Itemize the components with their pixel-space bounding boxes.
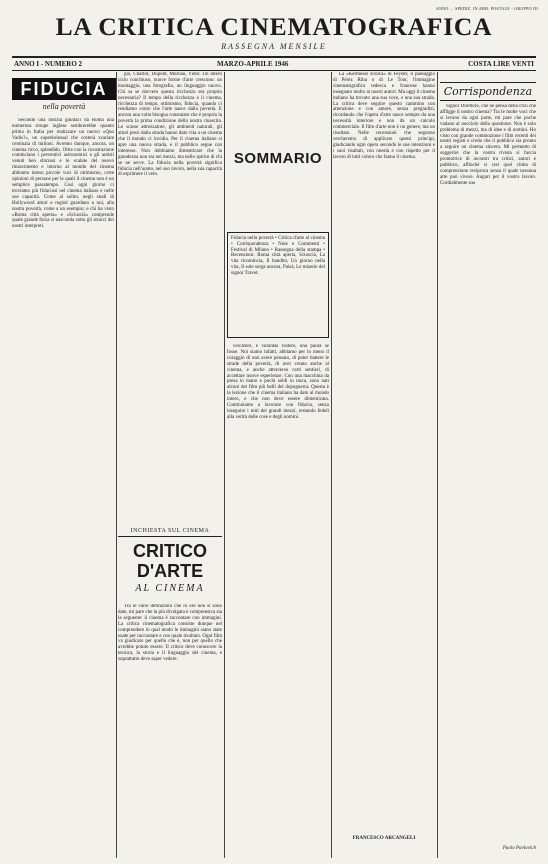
article-column-2 bbox=[118, 72, 222, 520]
corrispondenza-heading bbox=[440, 82, 536, 101]
critica-kicker: INCHIESTA SUL CINEMA bbox=[118, 528, 222, 537]
article-column-4 bbox=[333, 72, 435, 832]
corrispondenza-title: Corrispondenza bbox=[440, 82, 536, 101]
fiducia-subtitle: nella povertà bbox=[42, 102, 86, 111]
masthead-subtitle: RASSEGNA MENSILE bbox=[221, 42, 327, 51]
column-divider bbox=[331, 72, 332, 858]
author-block bbox=[333, 834, 435, 841]
article-author: FRANCESCO ARCANGELI bbox=[352, 836, 416, 841]
article-text: gio, Charlot, Dupont, Murnau, Vidor. Un intero ciclo conchiuso, nuove forme d'arte crescono: un montaggio, una fotografia, un linguaggio nuovo. Chi sa se davvero questa ricchezza era proprio necessaria? Il tempo della ricchezza e il cinema, ricchezza di tempo, ottimismo, fiducia, quando ci rendiamo conto che l'arte nasce dalla povertà. E ancora una volta bisogna constatare che è proprio la povertà la prima condizione della nostra rinascita. Le scarse attrezzature, gli ambienti naturali, gli attori presi dalla strada hanno dato vita a un cinema che il mondo ci invidia. Per il cinema italiano si apre una nuova strada, e il pubblico segue con interesse. Non dobbiamo dimenticare che la grandezza non sta nei mezzi, ma nello spirito di chi se ne serve. La fiducia nella povertà significa fiducia nell'uomo, nel suo lavoro, nella sua capacità di esprimere il vero. bbox=[118, 72, 222, 178]
article-column-1 bbox=[12, 118, 114, 858]
issue-date: MARZO-APRILE 1946 bbox=[217, 60, 289, 68]
article-column-5 bbox=[440, 104, 536, 844]
issue-price: COSTA LIRE VENTI bbox=[468, 60, 534, 68]
article-text: Signor Direttore, che ne pensa della crisi che affligge il nostro cinema? Tra le molte voci che si levano da ogni parte, mi pare che poche vadano al nocciolo della questione. Non è solo problema di mezzi, ma di idee e di uomini. Ho visto con grande commozione i film recenti dei nostri registi e credo che il pubblico sia pronto a seguire un cinema sincero. Mi permetto di suggerire che la vostra rivista si faccia promotrice di incontri tra critici, autori e pubblico, affinché si crei quel clima di comprensione reciproca senza il quale nessuna arte può vivere. Auguri per il vostro lavoro. Cordialmente suo bbox=[440, 104, 536, 186]
column-divider bbox=[437, 72, 438, 858]
postal-note: ANNO ... SPEDIZ. IN ABB. POSTALE - GRUPPO III bbox=[435, 6, 538, 11]
masthead-title: LA CRITICA CINEMATOGRAFICA bbox=[55, 14, 493, 41]
article-column-2b bbox=[118, 604, 222, 858]
article-text: Tra le varie definizioni che in ore non si sono date, mi pare che la più divulgata è comprensiva sia la seguente: il cinema è raccontare con immagini. La critica cinematografica consiste dunque nel comprendere in qual modo le immagini siano state usate per raccontare e con quale risultato. Ogni film va giudicato per quello che è, non per quello che avrebbe potuto essere. Il critico deve conoscere la tecnica, la storia e il linguaggio del cinema, e soprattutto deve saper vedere. bbox=[118, 604, 222, 663]
sommario-text: Fiducia nella povertà • Critica d'arte al cinema • Corrispondenza • Note e Commenti • Festival di Milano • Rassegna della stampa • Recensioni: Roma città aperta, Sciuscià, La vita ricomincia, Il bandito, Un giorno nella vita, Il sole sorge ancora, Paisà, Le miserie del signor Travet. bbox=[231, 236, 325, 276]
sommario-title: SOMMARIO bbox=[233, 150, 323, 167]
article-text: Secondo una notizia giuntaci da Roma una numerosa troupe inglese sembrerebbe quanto prima in Italia per realizzare un nuovo «Quo Vadis?», un superkolossal che costerà svariate centinaia di milioni. Avremo dunque, ancora, un cinema ricco, splendido. Oltre con la ricostruzione cominciano i preventivi astronomici e gli autisti venuti ben sfarzosi e le scalate del nuovo rinascimento e intorno al mondo del cinema abbiamo inteso piccole voci di ottimismo, certe opinioni di persone per le quali il cinema non è un semplice passatempo. Così ogni giorno ci troviamo più fiduciosi nel cinema italiano e nelle sue capacità. Come al solito, negli studi di Hollywood attori e registi guardano a noi, alla nostra povertà, come a un esempio; e chi ha visto «Roma città aperta» e «Sciuscià» comprende quale grande forza si nasconda sotto gli stracci dei nostri interpreti. bbox=[12, 118, 114, 230]
sommario-box bbox=[227, 232, 329, 338]
issue-info-bar bbox=[12, 56, 536, 71]
column-divider bbox=[116, 72, 117, 858]
critica-subtitle: AL CINEMA bbox=[135, 583, 205, 594]
article-column-3 bbox=[227, 344, 329, 858]
column-divider bbox=[224, 72, 225, 858]
critica-heading bbox=[118, 528, 222, 598]
issue-number: ANNO I - NUMERO 2 bbox=[14, 60, 83, 68]
article-text: cercatore, e vuluntas rostere, una paura se fosse. Noi siamo infatti, abbiamo per lo meno il coraggio di non avere pensato, di poter battere le strade della povertà, di aver creato anche al cinema, e anche attraverso certi sentieri, di accettare nuove esperienze. Con una macchina da presa in mano e pochi soldi in tasca, sono nati alcuni dei film più belli del dopoguerra. Questa è la lezione che il cinema italiano ha dato al mondo intero, e che non deve essere dimenticata. Continuiamo a lavorare con fiducia, senza inseguire i miti dei grandi mezzi, restando fedeli alla verità delle cose e degli uomini. bbox=[227, 344, 329, 420]
fiducia-heading bbox=[12, 78, 116, 111]
letter-signature: Paolo Pavlovich bbox=[502, 846, 536, 851]
fiducia-title: FIDUCIA bbox=[12, 78, 116, 100]
signature-block bbox=[440, 846, 536, 851]
article-text: La «Kermesse Eroica» di Feyder, il paesaggio di Pérez Riba o di Le Tour, l'immagine cinematografica tedesca e francese hanno insegnato molto ai nostri autori. Ma oggi il cinema italiano ha trovato una sua voce, e una sua strada. La critica deve seguire questo cammino con attenzione e con amore, senza pregiudizi, ricordando che l'opera d'arte nasce sempre da una necessità interiore e non da un calcolo commerciale. Il film d'arte non è un genere, ma un risultato. Nelle recensioni che seguono cercheremo di applicare questi principi, giudicando ogni opera secondo le sue intenzioni e i suoi risultati, con onestà e con rispetto per il lavoro di tutti coloro che fanno il cinema. bbox=[333, 72, 435, 160]
critica-title: CRITICO D'ARTE bbox=[133, 541, 207, 581]
